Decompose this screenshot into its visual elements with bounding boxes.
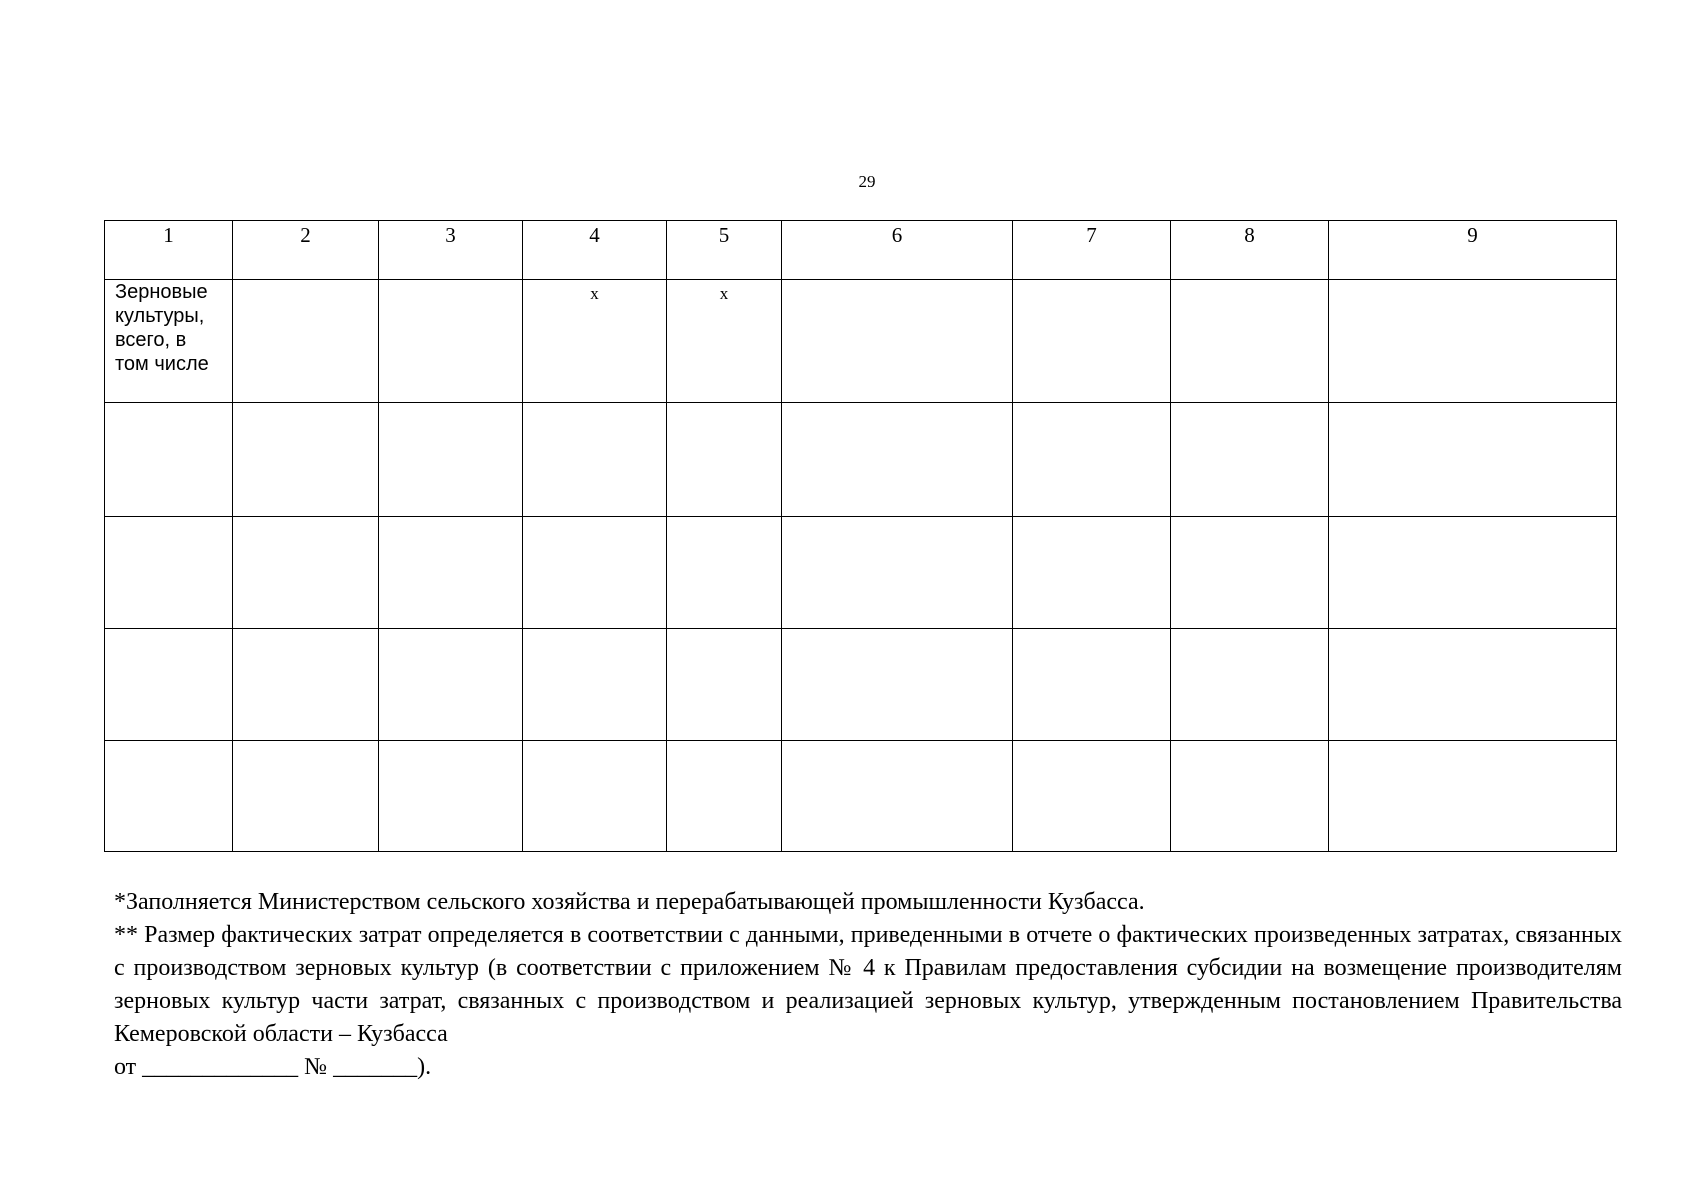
table-cell	[523, 403, 667, 517]
table-row	[105, 403, 1617, 517]
table-cell	[233, 403, 379, 517]
table-cell	[782, 741, 1013, 852]
x-mark: x	[590, 284, 599, 303]
table-cell	[1171, 403, 1329, 517]
table-cell	[667, 741, 782, 852]
table-cell	[1329, 629, 1617, 741]
column-number: 8	[1171, 221, 1329, 280]
row-label-cell	[105, 280, 233, 403]
table-cell	[1013, 280, 1171, 403]
table-row	[105, 741, 1617, 852]
table-cell	[233, 280, 379, 403]
table-cell	[233, 517, 379, 629]
table-cell	[523, 629, 667, 741]
table-cell	[1171, 517, 1329, 629]
table-row	[105, 280, 1617, 403]
table-cell	[105, 741, 233, 852]
column-number: 2	[233, 221, 379, 280]
table-cell	[1329, 741, 1617, 852]
table-cell	[105, 403, 233, 517]
table-cell	[379, 280, 523, 403]
table-cell	[667, 517, 782, 629]
table-cell	[233, 629, 379, 741]
table-row	[105, 517, 1617, 629]
table-row	[105, 629, 1617, 741]
table-cell	[782, 517, 1013, 629]
table-cell	[105, 629, 233, 741]
table-header-row	[105, 221, 1617, 280]
table-cell	[523, 741, 667, 852]
column-number: 1	[105, 221, 233, 280]
column-number: 5	[667, 221, 782, 280]
table-cell	[105, 517, 233, 629]
table-cell	[233, 741, 379, 852]
column-number: 4	[523, 221, 667, 280]
footnotes	[114, 886, 1622, 1084]
column-number: 9	[1329, 221, 1617, 280]
column-number: 3	[379, 221, 523, 280]
row-label: Зерновые культуры, всего, в том числе	[115, 281, 209, 375]
table-cell	[667, 280, 782, 403]
table-cell	[1329, 517, 1617, 629]
table-cell	[379, 517, 523, 629]
table-cell	[667, 403, 782, 517]
table-cell	[1013, 517, 1171, 629]
table-cell	[1171, 741, 1329, 852]
table-cell	[523, 280, 667, 403]
table-cell	[1013, 403, 1171, 517]
table-cell	[667, 629, 782, 741]
x-mark: x	[719, 284, 729, 303]
table-cell	[1329, 280, 1617, 403]
column-number: 7	[1013, 221, 1171, 280]
table-cell	[782, 280, 1013, 403]
table-cell	[379, 403, 523, 517]
table-cell	[1013, 741, 1171, 852]
footnote-date-number: от _____________ № _______).	[114, 1054, 432, 1080]
table-cell	[379, 629, 523, 741]
footnote-costs: ** Размер фактических затрат определяется в соответствии с данными, приведенными в отчете о фактических произведенных затратах, связанных с производством зерновых культур (в соответствии с приложением № 4 к Правилам предоставления субсидии на возмещение производителям зерновых культур части затрат, связанных с производством и реализацией зерновых культур, утвержденным постановлением Правительства Кемеровской области – Кузбасса	[114, 922, 1622, 1047]
data-table	[104, 220, 1617, 852]
table-cell	[1329, 403, 1617, 517]
table-cell	[1171, 280, 1329, 403]
table-cell	[1171, 629, 1329, 741]
page-number: 29	[858, 172, 876, 191]
table-cell	[379, 741, 523, 852]
table-cell	[782, 403, 1013, 517]
table-cell	[1013, 629, 1171, 741]
column-number: 6	[782, 221, 1013, 280]
footnote-ministry: *Заполняется Министерством сельского хозяйства и перерабатывающей промышленности Кузбасса.	[114, 889, 1145, 915]
table-cell	[523, 517, 667, 629]
table-cell	[782, 629, 1013, 741]
